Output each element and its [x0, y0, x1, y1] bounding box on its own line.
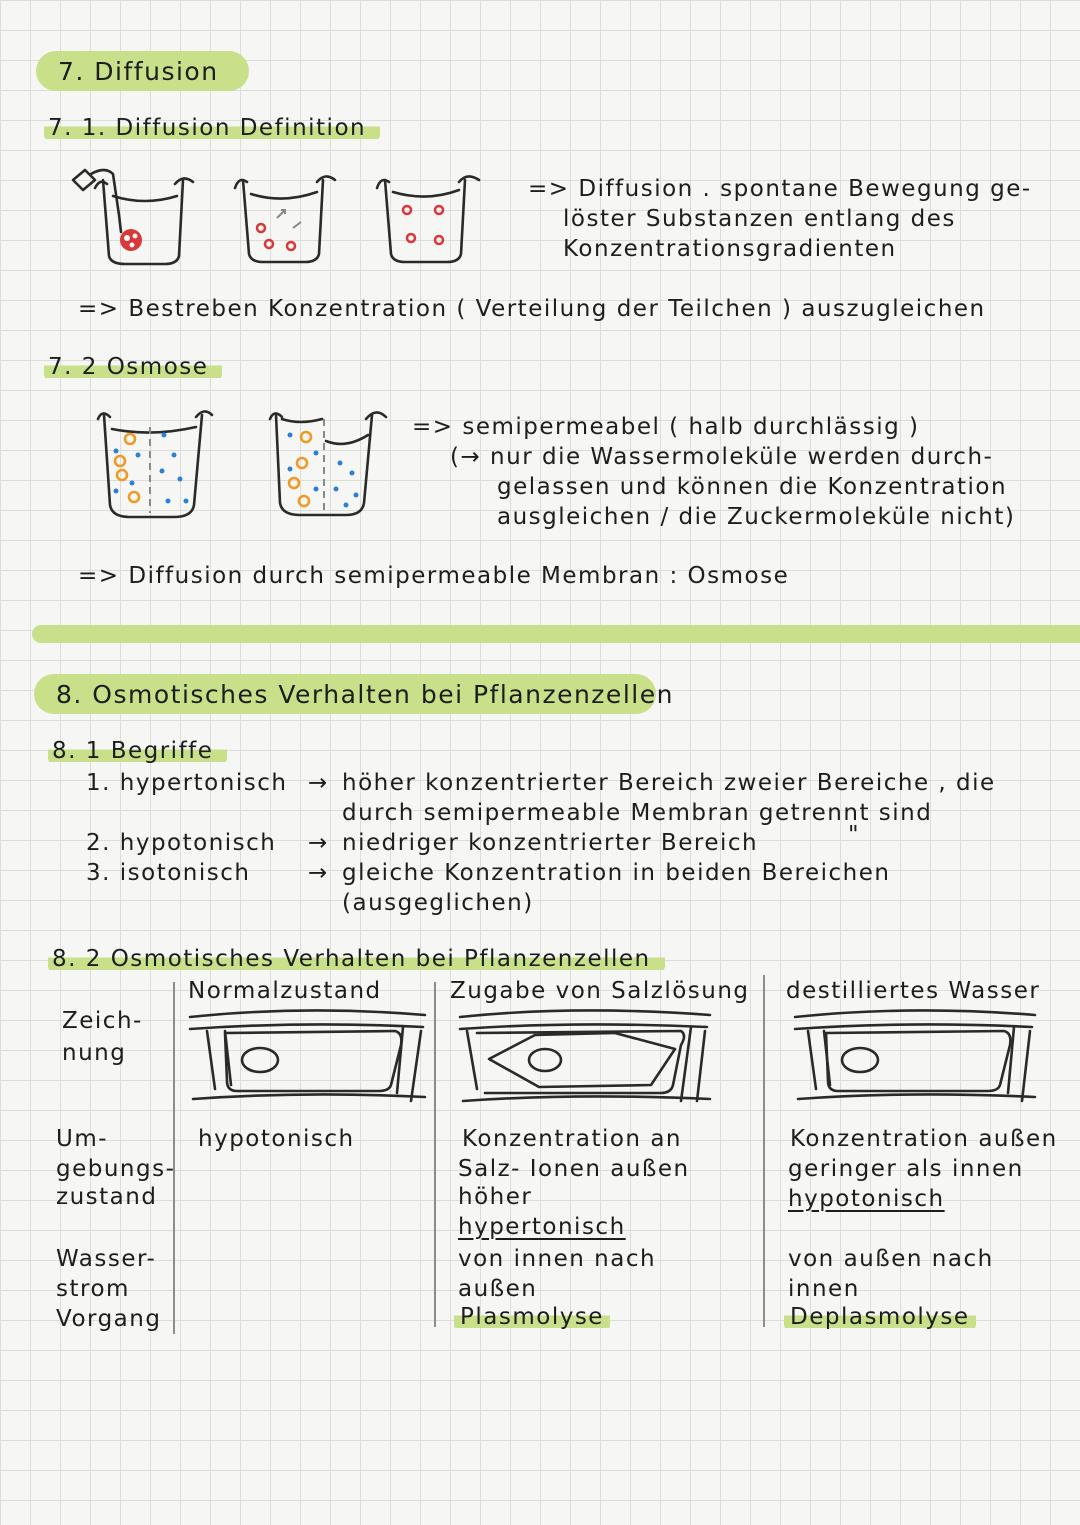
- table-separator-2: [434, 982, 436, 1327]
- salz-umgebung-3: höher: [458, 1184, 533, 1210]
- subsection-7-1-heading: 7. 1. Diffusion Definition: [44, 115, 380, 141]
- row-label-wasser-3: Vorgang: [56, 1306, 162, 1332]
- cell-drawing-deplasmolyse: [790, 1005, 1040, 1110]
- salz-hypertonisch: hypertonisch: [458, 1214, 626, 1240]
- cell-drawing-normal: [185, 1005, 430, 1110]
- salz-wasser-1: von innen nach: [458, 1246, 657, 1272]
- term-1-line-2: durch semipermeable Membran getrennt sind: [342, 800, 933, 826]
- term-2-ditto: ": [848, 822, 861, 848]
- term-2-line-1: niedriger konzentrierter Bereich: [342, 830, 759, 856]
- salz-plasmolyse: Plasmolyse: [454, 1304, 610, 1330]
- row-label-umgebung-3: zustand: [56, 1184, 158, 1210]
- term-1-name: 1. hypertonisch: [86, 770, 288, 796]
- normal-umgebung: hypotonisch: [198, 1126, 355, 1152]
- subsection-8-2-heading: 8. 2 Osmotisches Verhalten bei Pflanzenzellen: [48, 946, 665, 972]
- semipermeabel-line-4: ausgleichen / die Zuckermoleküle nicht): [497, 504, 1016, 530]
- row-label-wasser-2: strom: [56, 1276, 130, 1302]
- column-header-salz: Zugabe von Salzlösung: [450, 978, 750, 1004]
- term-3-line-2: (ausgeglichen): [342, 890, 534, 916]
- subsection-8-1-heading: 8. 1 Begriffe: [48, 738, 227, 764]
- term-3-arrow: →: [308, 860, 329, 886]
- salz-umgebung-1: Konzentration an: [462, 1126, 682, 1152]
- wasser-strom-1: von außen nach: [788, 1246, 994, 1272]
- term-1-arrow: →: [308, 770, 329, 796]
- row-label-zeichnung-1: Zeich-: [62, 1008, 143, 1034]
- section-7-title: 7. Diffusion: [36, 51, 249, 91]
- wasser-hypotonisch: hypotonisch: [788, 1186, 945, 1212]
- column-header-wasser: destilliertes Wasser: [786, 978, 1041, 1004]
- salz-wasser-2: außen: [458, 1276, 538, 1302]
- wasser-umgebung-2: geringer als innen: [788, 1156, 1024, 1182]
- wasser-strom-2: innen: [788, 1276, 860, 1302]
- salz-umgebung-2: Salz- Ionen außen: [458, 1156, 690, 1182]
- term-3-line-1: gleiche Konzentration in beiden Bereichen: [342, 860, 891, 886]
- term-2-arrow: →: [308, 830, 329, 856]
- semipermeabel-line-3: gelassen und können die Konzentration: [497, 474, 1008, 500]
- subsection-7-2-heading: 7. 2 Osmose: [44, 354, 222, 380]
- osmosis-note: => Diffusion durch semipermeable Membran : Osmose: [78, 563, 790, 589]
- row-label-zeichnung-2: nung: [62, 1040, 127, 1066]
- wasser-deplasmolyse: Deplasmolyse: [784, 1304, 976, 1330]
- section-divider: [32, 625, 1080, 643]
- wasser-umgebung-1: Konzentration außen: [790, 1126, 1058, 1152]
- row-label-wasser-1: Wasser-: [56, 1246, 157, 1272]
- semipermeabel-line-1: => semipermeabel ( halb durchlässig ): [412, 414, 920, 440]
- term-1-line-1: höher konzentrierter Bereich zweier Bereiche , die: [342, 770, 996, 796]
- diffusion-note: => Bestreben Konzentration ( Verteilung der Teilchen ) auszugleichen: [78, 296, 986, 322]
- column-header-normal: Normalzustand: [188, 978, 382, 1004]
- term-3-name: 3. isotonisch: [86, 860, 251, 886]
- section-8-title: 8. Osmotisches Verhalten bei Pflanzenzellen: [34, 674, 656, 714]
- cell-drawing-plasmolyse: [455, 1005, 715, 1110]
- term-2-name: 2. hypotonisch: [86, 830, 277, 856]
- table-separator-3: [763, 975, 765, 1327]
- diffusion-definition-line-2: löster Substanzen entlang des: [563, 206, 956, 232]
- row-label-umgebung-1: Um-: [56, 1126, 109, 1152]
- row-label-umgebung-2: gebungs-: [56, 1156, 176, 1182]
- semipermeabel-line-2: (→ nur die Wassermoleküle werden durch-: [450, 444, 994, 470]
- diffusion-definition-line-1: => Diffusion . spontane Bewegung ge-: [528, 176, 1032, 202]
- diffusion-definition-line-3: Konzentrationsgradienten: [563, 236, 897, 262]
- diffusion-beakers-illustration: [55, 160, 495, 275]
- osmosis-beakers-illustration: [90, 405, 400, 525]
